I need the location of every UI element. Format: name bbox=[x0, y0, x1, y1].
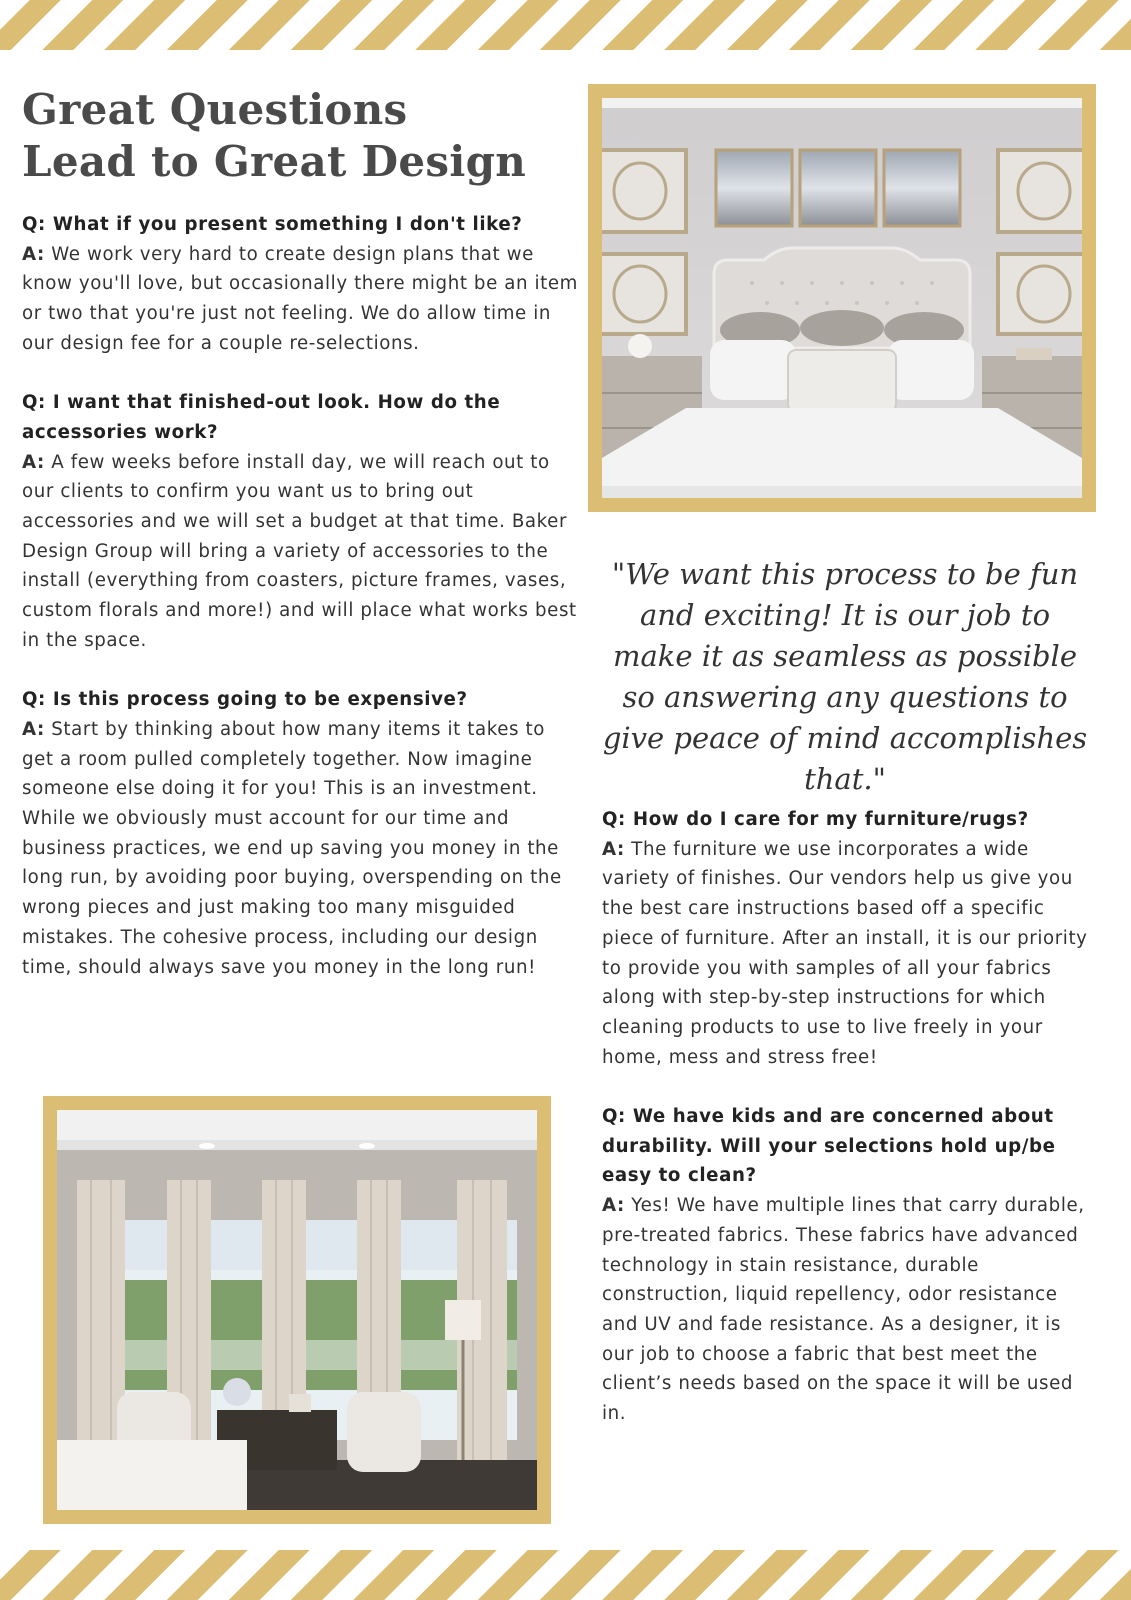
faq-question: Q: Is this process going to be expensive? bbox=[22, 689, 468, 711]
answer-prefix: A: bbox=[22, 243, 45, 265]
faq-answer bbox=[22, 240, 582, 359]
faq-answer bbox=[602, 835, 1092, 1073]
faq-answer bbox=[22, 448, 582, 656]
faq-question: Q: How do I care for my furniture/rugs? bbox=[602, 809, 1029, 830]
faq-answer bbox=[602, 1191, 1092, 1429]
answer-prefix: A: bbox=[602, 838, 625, 860]
pull-quote: "We want this process to be fun and exciting! It is our job to make it as seamless as possible so answering any questions to give peace of mind accomplishes that." bbox=[602, 557, 1088, 796]
living-room-photo bbox=[57, 1110, 537, 1510]
answer-prefix: A: bbox=[22, 451, 45, 473]
page-title bbox=[22, 84, 526, 188]
bedroom-photo bbox=[602, 98, 1082, 498]
faq-item bbox=[22, 388, 582, 655]
faq-question: Q: What if you present something I don't like? bbox=[22, 214, 523, 235]
answer-prefix: A: bbox=[602, 1195, 625, 1217]
right-faq-column bbox=[602, 805, 1092, 1458]
faq-item bbox=[22, 210, 582, 359]
faq-item bbox=[602, 1102, 1092, 1429]
faq-question: Q: I want that finished-out look. How do the accessories work? bbox=[22, 392, 501, 443]
answer-text: Yes! We have multiple lines that carry durable, pre-treated fabrics. These fabrics have advanced technology in stain resistance, durable construction, liquid repellency, odor resistance and UV and fade resistance. As a designer, it is our job to choose a fabric that best meet the client’s needs based on the space it will be used in. bbox=[602, 1195, 1085, 1425]
answer-text: The furniture we use incorporates a wide variety of finishes. Our vendors help us give you the best care instructions based off a specific piece of furniture. After an install, it is our priority to provide you with samples of all your fabrics along with step-by-step instructions for which cleaning products to use to live freely in your home, mess and stress free! bbox=[602, 838, 1088, 1068]
bottom-stripe-border bbox=[0, 1550, 1131, 1600]
top-stripe-border bbox=[0, 0, 1131, 50]
living-room-photo-frame bbox=[43, 1096, 551, 1524]
title-line-2: Lead to Great Design bbox=[22, 137, 527, 186]
bedroom-photo-frame bbox=[588, 84, 1096, 512]
bedroom-image bbox=[602, 98, 1082, 498]
living-room-image bbox=[57, 1110, 537, 1510]
faq-question: Q: We have kids and are concerned about durability. Will your selections hold up/be easy to clean? bbox=[602, 1106, 1056, 1187]
left-faq-column bbox=[22, 210, 582, 1012]
title-line-1: Great Questions bbox=[22, 85, 408, 134]
answer-text: Start by thinking about how many items it takes to get a room pulled completely together. Now imagine someone else doing it for you! This is an investment. While we obviously must account for our time and business practices, we end up saving you money in the long run, by avoiding poor buying, overspending on the wrong pieces and just making too many misguided mistakes. The cohesive process, including our design time, should always save you money in the long run! bbox=[22, 718, 562, 978]
answer-prefix: A: bbox=[22, 718, 45, 740]
answer-text: A few weeks before install day, we will reach out to our clients to confirm you want us to bring out accessories and we will set a budget at that time. Baker Design Group will bring a variety of accessories to the install (everything from coasters, picture frames, vases, custom florals and more!) and will place what works best in the space. bbox=[22, 451, 577, 651]
faq-item bbox=[602, 805, 1092, 1072]
answer-text: We work very hard to create design plans that we know you'll love, but occasionally there might be an item or two that you're just not feeling. We do allow time in our design fee for a couple re-selections. bbox=[22, 243, 578, 354]
faq-answer bbox=[22, 715, 582, 982]
faq-item bbox=[22, 685, 582, 982]
